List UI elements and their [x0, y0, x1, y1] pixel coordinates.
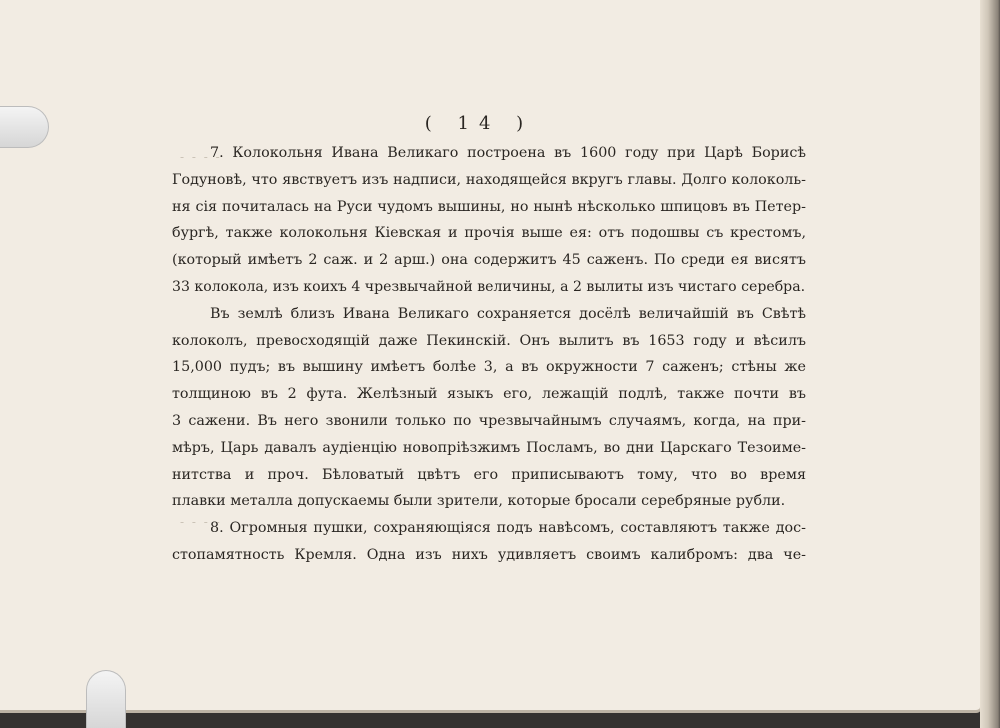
- text-line: Въ землѣ близъ Ивана Великаго сохраняется досёлѣ величайшій въ Свѣтѣ: [210, 305, 806, 322]
- text-line: 33 колокола, изъ коихъ 4 чрезвычайной величины, а 2 вылиты изъ чистаго серебра.: [172, 278, 806, 295]
- text-line: ня сія почиталась на Руси чудомъ вышины, но нынѣ нѣсколько шпицовъ въ Петер-: [172, 198, 806, 215]
- text-line: толщиною въ 2 фута. Желѣзный языкъ его, лежащій подлѣ, также почти въ: [172, 386, 806, 403]
- text-line: стопамятность Кремля. Одна изъ нихъ удивляетъ своимъ калибромъ: два че-: [172, 546, 806, 563]
- text-line: колоколъ, превосходящій даже Пекинскій. Онъ вылитъ въ 1653 году и вѣсилъ: [172, 332, 806, 349]
- text-line: 8. Огромныя пушки, сохраняющіяся подъ навѣсомъ, составляютъ также дос-: [210, 520, 806, 537]
- text-line: 15,000 пудъ; въ вышину имѣетъ болѣе 3, а въ окружности 7 саженъ; стѣны же: [172, 359, 806, 376]
- text-line: Годуновѣ, что явствуетъ изъ надписи, находящейся вкругъ главы. Долго колоколь-: [172, 171, 806, 188]
- bleed-through-mark: - - - -: [180, 515, 222, 529]
- text-line: мѣръ, Царь давалъ аудіенцію новопріѣзжимъ Посламъ, во дни Царскаго Тезоиме-: [172, 439, 806, 456]
- page-clip-bottom: [86, 670, 126, 728]
- text-line: бургѣ, также колокольня Кіевская и прочія выше ея: отъ подошвы съ крестомъ,: [172, 225, 806, 242]
- page-clip-top: [0, 106, 49, 148]
- bleed-through-mark: - - - -: [180, 150, 222, 164]
- page-number: ( 14 ): [424, 113, 534, 134]
- text-line: 3 сажени. Въ него звонили только по чрезвычайнымъ случаямъ, когда, на при-: [172, 412, 806, 429]
- page-edge: [980, 0, 1000, 728]
- page-text: [172, 110, 806, 569]
- text-line: (который имѣетъ 2 саж. и 2 арш.) она содержитъ 45 саженъ. По среди ея висятъ: [172, 252, 806, 269]
- text-line: 7. Колокольня Ивана Великаго построена въ 1600 году при Царѣ Борисѣ: [210, 145, 806, 161]
- text-line: плавки металла допускаемы были зрители, которые бросали серебряные рубли.: [172, 493, 786, 510]
- text-line: нитства и проч. Бѣловатый цвѣтъ его приписываютъ тому, что во время: [172, 466, 806, 483]
